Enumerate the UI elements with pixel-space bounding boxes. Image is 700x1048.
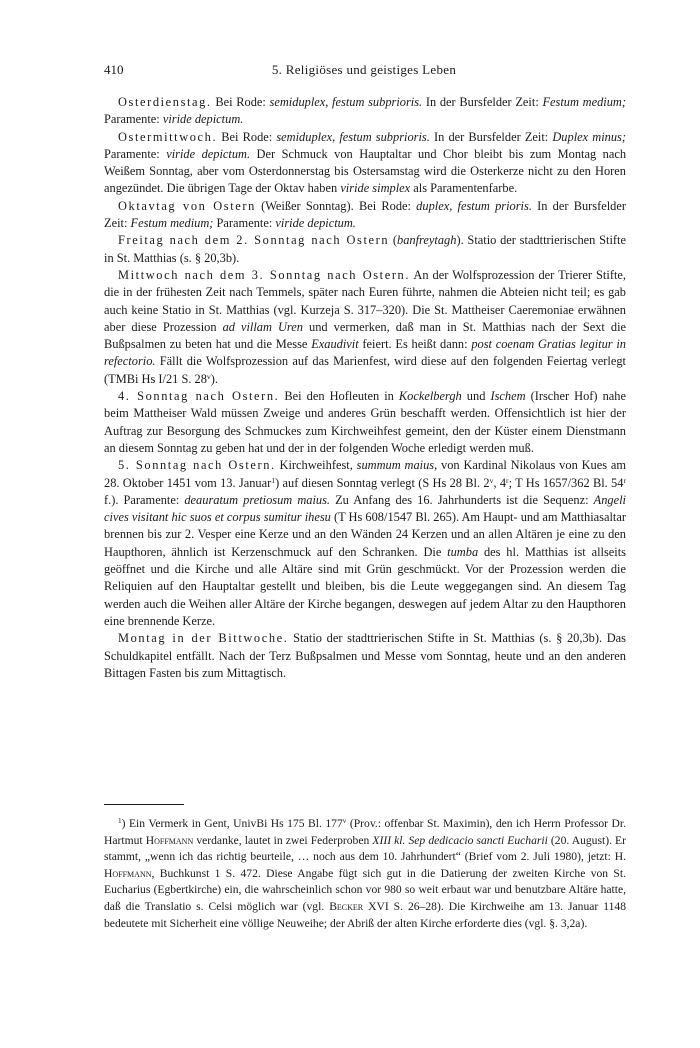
text-run: Fällt die Wolfsprozession auf das Marienfest, wird diese auf den folgenden Feiertag verlegt (TMBi Hs I/21 S. 28	[104, 354, 626, 386]
text-run: f.). Paramente:	[104, 492, 185, 507]
text-run: Bei den Hofleuten in	[279, 389, 399, 404]
text-run: ) auf diesen Sonntag verlegt (S Hs 28 Bl. 2	[275, 475, 490, 490]
paragraph-oktavtag	[104, 198, 626, 233]
text-run: In der Bursfelder Zeit:	[104, 198, 626, 231]
feast-heading: Montag in der Bittwoche.	[118, 631, 289, 646]
latin-term: Exaudivit	[311, 337, 359, 352]
latin-term: Festum medium;	[542, 95, 626, 109]
text-run: und vermerken, daß man in St. Matthias nach der Sext die Bußpsalmen zu beten hat und die Messe	[104, 319, 627, 352]
feast-heading: Ostermittwoch.	[118, 129, 218, 144]
footnotes	[104, 816, 626, 932]
text-run: (Irscher Hof) nahe beim Mattheiser Wald müssen Zweige und anderes Grün beschafft werden. Offensichtlich ist hier der Auftrag zur Besorgung des Schmuckes zum Kirchweihfest gemeint, den der Küster einem Dienstmann an diesem Sonntag zu geben hat und der in der folgenden Woche erledigt werden muß.	[104, 389, 626, 455]
text-run: Paramente:	[213, 216, 276, 231]
latin-term: ad villam Uren	[222, 319, 303, 334]
footnote-1	[104, 816, 626, 932]
paragraph-5-sonntag	[104, 457, 626, 630]
text-run: (Weißer Sonntag). Bei Rode:	[255, 198, 417, 213]
text-run: des hl. Matthias ist allseits geöffnet und die Kirche und alle Altäre sind mit Grün geschmückt. Vor der Prozession werden die Reliquien auf den Hauptaltar gestellt und bleiben, bis die Leute weggegangen sind. An diesem Tag werden auch die Weihen aller Altäre der Kirche begangen, deswegen auf jedem Altar zu den Haupthoren eine brennende Kerze.	[104, 544, 626, 628]
text-run: Zu Anfang des 16. Jahrhunderts ist die Sequenz:	[330, 492, 594, 507]
text-run: Bei Rode:	[217, 129, 277, 144]
latin-term: summum maius,	[356, 458, 438, 473]
superscript: r	[623, 475, 626, 485]
running-title: 5. Religiöses und geistiges Leben	[271, 62, 457, 77]
place-name: Ischem	[490, 389, 526, 404]
feast-heading: Freitag nach dem 2. Sonntag nach Ostern	[118, 233, 390, 248]
superscript: r	[506, 475, 509, 485]
author-name: Hoffmann	[104, 866, 152, 880]
latin-term: banfreytagh	[397, 233, 457, 248]
text-run: , Buchkunst 1 S. 472. Diese Angabe fügt sich gut in die Datierung der zweiten Kirche von St. Eucharius (Egbertkirche) ein, die wahrscheinlich schon vor 980 so weit erbaut war und benutzbare Altäre hatte, daß die Translatio s. Celsi möglich war (vgl.	[104, 866, 626, 913]
page-number: 410	[104, 62, 124, 77]
superscript: v	[489, 475, 494, 485]
running-header	[104, 62, 624, 82]
text-run: feiert. Es heißt dann:	[358, 337, 472, 352]
text-run: ; T Hs 1657/362 Bl. 54	[508, 475, 624, 490]
superscript: v	[342, 817, 347, 826]
footnote-rule	[104, 804, 184, 805]
text-run: (20. August). Er stammt, „wenn ich das richtig beurteile, … noch aus dem 10. Jahrhundert“ (Brief vom 2. Juli 1980), jetzt: H.	[104, 833, 626, 864]
text-run: ) Ein Vermerk in Gent, UnivBi Hs 175 Bl. 177	[121, 817, 343, 830]
latin-term: viride depictum.	[275, 216, 356, 231]
text-run: Paramente:	[104, 146, 167, 161]
text-run: verdanke, lautet in zwei Federproben	[193, 833, 373, 847]
feast-heading: Osterdienstag.	[118, 95, 212, 109]
text-run: (T Hs 608/1547 Bl. 265). Am Haupt- und am Matthiasaltar brennen bis zur 2. Vesper eine Kerze und an den Wänden 24 Kerzen und an allen Altären je eine zu den Haupthoren, ähnlich ist Kerzenschmuck auf den Schranken. Die	[104, 510, 626, 559]
text-run: XVI S. 26–28). Die Kirchweihe am 13. Januar 1148 bedeutete mit Sicherheit eine völlige Neuweihe; der Abriß der alten Kirche erforderte dies (vgl. §. 3,2a).	[104, 899, 626, 930]
text-run: von Kardinal Nikolaus von Kues am 28. Oktober 1451 vom 13. Januar	[104, 458, 627, 490]
text-run: Paramente:	[104, 112, 163, 127]
text-run: als Paramentenfarbe.	[410, 181, 518, 196]
feast-heading: 4. Sonntag nach Ostern.	[118, 389, 280, 404]
text-run: Kirchweihfest,	[275, 458, 357, 473]
text-run: ). Statio der stadttrierischen Stifte in St. Matthias (s. § 20,3b).	[104, 233, 626, 265]
latin-term: Angeli cives visitant hic suos et corpus sumitur ihesu	[104, 492, 626, 525]
main-text	[104, 94, 626, 682]
text-run: In der Bursfelder Zeit:	[422, 95, 543, 109]
paragraph-osterdienstag	[104, 94, 626, 129]
feast-heading: 5. Sonntag nach Ostern.	[118, 458, 276, 473]
text-run: , 4	[493, 475, 507, 490]
superscript: v	[206, 371, 211, 381]
latin-term: semiduplex, festum subprioris.	[276, 129, 430, 144]
latin-term: duplex, festum prioris.	[416, 198, 532, 213]
latin-term: XIII kl. Sep dedicacio sancti Eucharii	[372, 833, 548, 847]
footnote-marker: 1	[118, 817, 122, 826]
text-run: An der Wolfsprozession der Trierer Stifte, die in der frühesten Zeit nach Temmels, später nach Euren führte, nahmen die Abteien nicht teil; es gab auch keine Statio in St. Matthias (vgl. Kurzeja S. 317–320). Die St. Mattheiser Caeremoniae erwähnen aber diese Prozession	[104, 267, 626, 334]
text-run: Statio der stadttrierischen Stifte in St. Matthias (s. § 20,3b). Das Schuldkapitel entfällt. Nach der Terz Bußpsalmen und Messe vom Sonntag, heute und an den anderen Bittagen Fasten bis zum Mittagtisch.	[104, 631, 626, 680]
feast-heading: Mittwoch nach dem 3. Sonntag nach Ostern.	[118, 267, 411, 282]
paragraph-ostermittwoch	[104, 129, 626, 198]
latin-term: viride depictum.	[162, 112, 244, 127]
paragraph-bittwoche	[104, 630, 626, 682]
text-run: ).	[210, 371, 218, 386]
paragraph-freitag	[104, 232, 626, 267]
latin-term: viride depictum.	[166, 146, 251, 161]
latin-term: post coenam Gratias legitur in refectorio.	[104, 337, 627, 369]
latin-term: deauratum pretiosum maius.	[184, 492, 331, 507]
text-run: (	[389, 233, 398, 248]
footnote-ref: 1	[271, 475, 276, 485]
author-name: Becker	[329, 899, 364, 913]
text-run: Bei Rode:	[211, 95, 270, 109]
feast-heading: Oktavtag von Ostern	[118, 198, 256, 213]
text-run: und	[461, 389, 491, 404]
text-run: (Prov.: offenbar St. Maximin), den ich Herrn Professor Dr. Hartmut	[104, 817, 626, 847]
place-name: Kockelbergh	[398, 389, 462, 404]
paragraph-4-sonntag	[104, 388, 626, 457]
latin-term: semiduplex, festum subprioris.	[269, 95, 423, 109]
latin-term: tumba	[447, 544, 479, 559]
latin-term: viride simplex	[340, 181, 411, 196]
author-name: Hoffmann	[145, 833, 194, 847]
text-run: In der Bursfelder Zeit:	[429, 129, 553, 144]
paragraph-mittwoch	[104, 267, 626, 388]
latin-term: Duplex minus;	[552, 129, 627, 144]
latin-term: Festum medium;	[130, 216, 214, 231]
text-run: Der Schmuck von Hauptaltar und Chor bleibt bis zum Montag nach Weißem Sonntag, aber vom Osterdonnerstag bis Ostersamstag wird die Osterkerze nicht zu den Horen angezündet. Die übrigen Tage der Oktav haben	[104, 146, 627, 196]
